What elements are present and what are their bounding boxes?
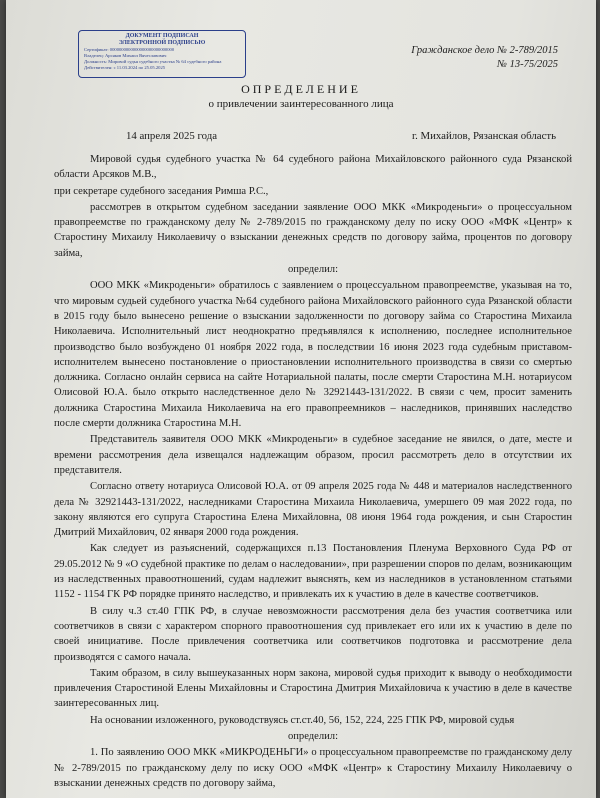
paragraph-secretary: при секретаре судебного заседания Римша Р.С., — [54, 185, 269, 197]
document-place: г. Михайлов, Рязанская область — [411, 130, 556, 142]
paragraph-judge: Мировой судья судебного участка № 64 судебного района Михайловского районного суда Рязанской области Арсяков М.В., — [54, 154, 572, 181]
heading-determined-1: определил: — [287, 264, 339, 276]
case-number-line-1: Гражданское дело № 2-789/2015 — [411, 45, 558, 56]
document-page — [6, 0, 596, 798]
paragraph-gpk-40: В силу ч.3 ст.40 ГПК РФ, в случае невозможности рассмотрения дела без участия соответчика или соответчиков в связи с характером спорного правоотношения суд привлекает его или их к участию в деле по своей инициативе. После привлечения соответчика или соответчиков подготовка и рассмотрение дела производятся с самого начала. — [54, 605, 572, 663]
paragraph-legal-basis: На основании изложенного, руководствуясь ст.ст.40, 56, 152, 224, 225 ГПК РФ, мировой судья — [90, 714, 515, 726]
case-number-line-2: № 13-75/2025 — [497, 59, 558, 70]
paragraph-item-1: 1. По заявлению ООО МКК «МИКРОДЕНЬГИ» о процессуальном правопреемстве по гражданскому делу № 2-789/2015 по гражданскому делу по иску ООО «МФК «Центр» к Старостину Михаилу Николаевичу о взыскании денежных средств по договору займа, — [54, 747, 572, 789]
document-title: ОПРЕДЕЛЕНИЕ — [241, 82, 361, 96]
paragraph-application: ООО МКК «Микроденьги» обратилось с заявлением о процессуальном правопреемстве, указывая на то, что мировым судьей судебного участка №64 судебного района Михайловского районного суда Рязанской области в 2015 году было вынесено решение о взыскании задолженности по договору займа со Старостина Михаила Николаевича. Исполнительный лист неоднократно предъявлялся к исполнению, последнее исполнительное производство было возбуждено 01 ноября 2022 года, в последствии 16 июня 2023 года судебным приставом-исполнителем вынесено постановление о приостановлении исполнительного производства в связи со смертью должника. Согласно онлайн сервиса на сайте Нотариальной палаты, после смерти Старостина М.Н. нотариусом Олисовой Ю.А. было открыто наследственное дело № 32921443-131/2022. В связи с чем, просит заменить должника Старостина Михаила Николаевича на его правопреемников – наследников, принявших наследство после смерти должника Старостина М.Н. — [54, 280, 572, 430]
stamp-header-2: ЭЛЕКТРОННОЙ ПОДПИСЬЮ — [118, 40, 206, 46]
paragraph-notary: Согласно ответу нотариуса Олисовой Ю.А. от 09 апреля 2025 года № 448 и материалов наследственного дела № 32921443-131/2022, наследниками Старостина Михаила Николаевича, умершего 09 мая 2022 года, по закону являются его супруга Старостина Елена Михайловна, 08 июня 1964 года рождения, и сын Старостин Дмитрий Михайлович, 02 января 2000 года рождения. — [54, 481, 572, 539]
paragraph-representative: Представитель заявителя ООО МКК «Микроденьги» в судебное заседание не явился, о дате, месте и времени рассмотрения дела извещался надлежащим образом, просил рассмотреть дело в отсутствии их представителя. — [54, 434, 572, 476]
document-subtitle: о привлечении заинтересованного лица — [208, 98, 394, 110]
paragraph-plenum: Как следует из разъяснений, содержащихся п.13 Постановления Пленума Верховного Суда РФ от 29.05.2012 № 9 «О судебной практике по делам о наследовании», при разрешении споров по делам, возникающим из наследственных правоотношений, судам надлежит выяснять, кем из наследников в установленном статьями 1152 - 1154 ГК РФ порядке принято наследство, и привлекать их к участию в деле в качестве соответчиков. — [54, 543, 572, 601]
stamp-header-1: ДОКУМЕНТ ПОДПИСАН — [125, 33, 199, 39]
stamp-line: Должность: Мировой судья судебного участка № 64 судебного района — [84, 59, 222, 64]
stamp-line: Сертификат: 0000000000000000000000000000 — [84, 47, 175, 52]
paragraph-conclusion: Таким образом, в силу вышеуказанных норм закона, мировой судья приходит к выводу о необходимости привлечения Старостиной Елены Михайловны и Старостина Дмитрия Михайловича к участию в деле в качестве заинтересованных лиц. — [54, 667, 572, 710]
document-body — [54, 152, 572, 791]
heading-determined-2: определил: — [287, 730, 339, 742]
document-date: 14 апреля 2025 года — [126, 130, 217, 142]
stamp-line: Действителен: с 11.03.2024 по 25.05.2025 — [84, 65, 166, 70]
stamp-line: Владелец: Арсяков Михаил Вячеславович — [84, 53, 167, 58]
electronic-signature-stamp — [78, 30, 246, 78]
paragraph-considering: рассмотрев в открытом судебном заседании заявление ООО МКК «Микроденьги» о процессуальном правопреемстве по гражданскому делу № 2-789/2015 по гражданскому делу по иску ООО «МФК «Центр» к Старостину Михаилу Николаевичу о взыскании денежных средств по договору займа, процентов по договору займа, — [54, 201, 572, 259]
case-number — [411, 44, 558, 72]
